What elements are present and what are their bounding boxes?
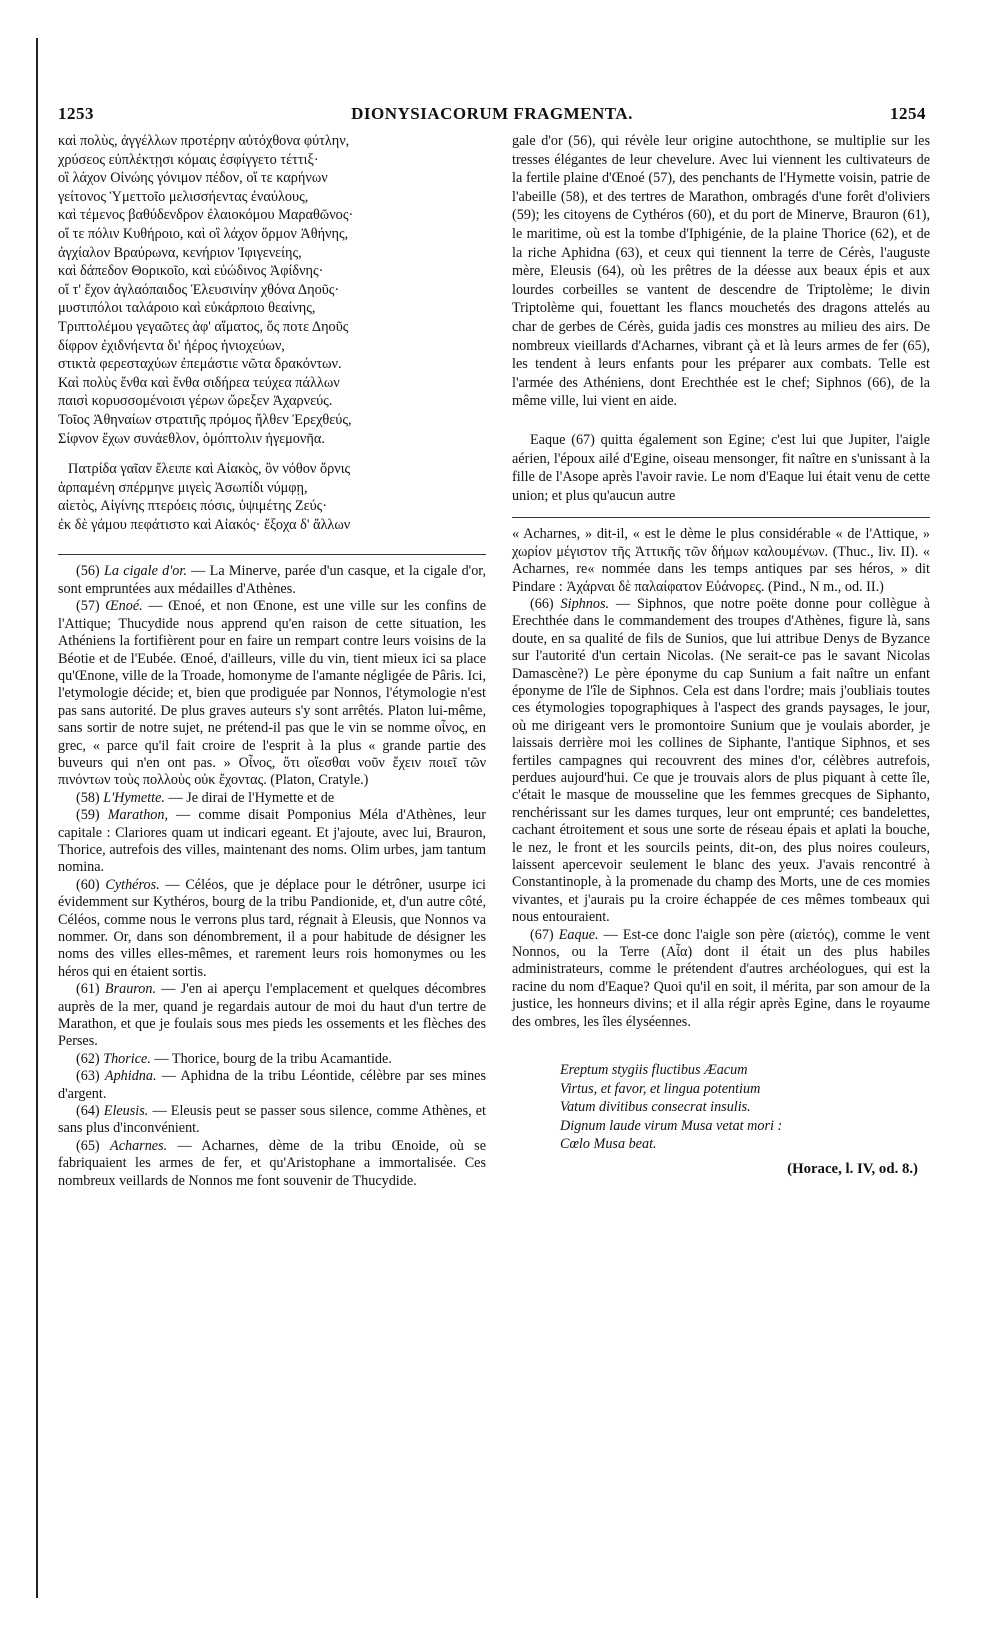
- greek-line: χρύσεος εὐπλέκτῃσι κόμαις ἐσφίγγετο τέττιξ·: [58, 151, 319, 168]
- greek-line: καὶ δάπεδον Θορικοῖο, καὶ εὐώδινος Ἀφίδνης·: [58, 263, 324, 280]
- footnote: (65) Acharnes. — Acharnes, dème de la tribu Œnoide, où se fabriquaient les armes de fer, et qu'Aristophane a immortalisée. Ces nombreux veillards de Nonnos me font souvenir de Thucydide.: [58, 1137, 487, 1189]
- poem-citation: (Horace, l. IV, od. 8.): [787, 1161, 918, 1178]
- greek-line: ἁρπαμένη σπέρμηνε μιγεὶς Ἀσωπίδι νύμφῃ,: [58, 479, 308, 496]
- right-column: [512, 132, 930, 1179]
- greek-verse-block: [58, 132, 486, 534]
- greek-line: παισὶ κορυσσομένοισι γέρων ὤρεξεν Ἀχαρνεύς.: [58, 393, 333, 410]
- greek-line: οἳ λάχον Οἰνώης γόνιμον πέδον, οἵ τε καρήνων: [58, 170, 328, 187]
- left-page-number: 1253: [58, 104, 94, 123]
- greek-line: αἰετὸς, Αἰγίνης πτερόεις πόσις, ὑψιμέτης Ζεύς·: [58, 498, 328, 515]
- poem-line: Virtus, et favor, et lingua potentium: [560, 1080, 761, 1097]
- greek-line: Καὶ πολὺς ἔνθα καὶ ἔνθα σιδήρεα τεύχεα πάλλων: [58, 374, 340, 391]
- footnote: (58) L'Hymette. — Je dirai de l'Hymette et de: [76, 789, 335, 806]
- greek-line: Τριπτολέμου γεγαῶτες ἀφ' αἵματος, ὅς ποτε Δηοῦς: [58, 318, 349, 335]
- greek-line: γείτονος Ὑμεττοῖο μελισσήεντας ἐναύλους,: [58, 188, 309, 205]
- footnotes-right: [512, 526, 930, 1031]
- footnote: (60) Cythéros. — Céléos, que je déplace pour le détrôner, usurpe ici évidemment sur Kythéros, bourg de la tribu Pandionide, et, d'un autre côté, Céléos, comme nous le verrons plus tard, régnait à Eleusis, que Nonnos va nommer. Or, dans son dénombrement, il a pour habitude de désigner les noms des villes elles-mêmes, et rarement leurs rois homonymes ou les héros qui en étaient sortis.: [58, 876, 486, 980]
- poem-line: Dignum laude virum Musa vetat mori :: [560, 1117, 783, 1134]
- footnote: (56) La cigale d'or. — La Minerve, parée d'un casque, et la cigale d'or, sont empruntées aux médailles d'Athènes.: [58, 563, 487, 597]
- footnote-continuation: « Acharnes, » dit-il, « est le dème le plus considérable « de l'Attique, » χωρίον μέγιστον τῆς Ἀττικῆς τῶν δήμων καλουμένων. (Thuc., liv. II). « Acharnes, re« nommée dans les temps antiques par ses héros, » dit Pindare : Ἀχάρναι δὲ παλαίφατον Εὐάνορες. (Pind., N m., od. II.): [512, 526, 930, 595]
- footnote: (57) Œnoé. — Œnoé, et non Œnone, est une ville sur les confins de l'Attique; Thucydide nous apprend qu'en raison de cette situation, les Athéniens la fortifièrent pour en faire un rempart contre leurs voisins de la Béotie et de l'Eubée. Œnoé, d'ailleurs, ville du vin, tient mieux ici sa place qu'Œnone, ville de la Troade, homonyme de l'amante négligée de Pâris. Ici, l'etymologie décide; et, bien que prodiguée par Nonnos, l'étymologie n'est pas sans autorité. De plus graves auteurs s'y sont arrêtés. Platon lui-même, sans sortir de notre sujet, ne prétend-il pas que le vin se nomme οἶνος, en grec, « parce qu'il fait croire de l'esprit à la plus « grande partie des buveurs qui n'en ont pas. » Οἶνος, ὅτι οἴεσθαι νοῦν ἔχειν ποιεῖ τῶν πινόντων τοὺς πολλοὺς οὐκ ἔχοντας. (Platon, Cratyle.): [58, 598, 486, 789]
- footnote: (64) Eleusis. — Eleusis peut se passer sous silence, comme Athènes, et sans plus d'inconvénient.: [58, 1103, 486, 1137]
- left-column: [58, 132, 486, 1190]
- right-page-number: 1254: [890, 104, 926, 123]
- footnote: (61) Brauron. — J'en ai aperçu l'emplacement et quelques décombres auprès de la mer, quand je regardais autour de moi du haut d'un tertre de Marathon, et que je foulais sous mes pieds les ossements et les flèches des Perses.: [58, 981, 487, 1050]
- greek-line: καὶ πολὺς, ἀγγέλλων προτέρην αὐτόχθονα φύτλην,: [58, 133, 350, 149]
- latin-poem: [560, 1061, 930, 1154]
- poem-line: Vatum divitibus consecrat insulis.: [560, 1099, 751, 1116]
- greek-line: οἵ τε πόλιν Κυθήροιο, καὶ οἳ λάχον ὅρμον Ἀθήνης,: [58, 225, 349, 242]
- running-header: [58, 104, 926, 128]
- poem-line: Cœlo Musa beat.: [560, 1136, 657, 1153]
- translation-paragraph: gale d'or (56), qui révèle leur origine autochthone, se multiplie sur les tresses élégantes de leur chevelure. Avec lui viennent les cultivateurs de la fertile plaine d'Œnoé (57), des penchants de l'Hymette voisin, patrie de l'abeille (58), et des tertres de Marathon, ombragés d'une forêt d'oliviers (59); les citoyens de Cythéros (60), et du port de Minerve, Brauron (61), le maritime, où est la tombe d'Iphigénie, de la plaine Thorice (62), et de la riche Aphidna (63), et ceux qui tiennent la terre de Cérès, l'auguste mère, Eleusis (64), où les prêtres de la déesse aux beaux épis et aux lourdes corbeilles se vantent de descendre de Triptolème; le divin Triptolème qui, fouettant les flancs mouchetés des dragons attelés au char de gerbes de Cérès, guida jadis ces monstres au milieu des airs. De nombreux vieillards d'Acharnes, vibrant çà et là leurs armes de fer (65), les tendent à leurs enfants pour les préparer aux combats. Telle est l'armée des Athéniens, dont Erechthée est le chef; Siphnos (66), de la même ville, lui vient en aide.: [512, 133, 930, 410]
- greek-line: Πατρίδα γαῖαν ἔλειπε καὶ Αἰακὸς, ὃν νόθον ὄρνις: [68, 461, 351, 478]
- greek-line: στικτὰ φερεσταχύων ἐπεμάστιε νῶτα δρακόντων.: [58, 356, 342, 373]
- greek-line: μυστιπόλοι ταλάροιο καὶ εὐκάρποιο θεαίνης,: [58, 300, 316, 317]
- footnote: (63) Aphidna. — Aphidna de la tribu Léontide, célèbre par ses mines d'argent.: [58, 1068, 486, 1102]
- footnote: (67) Eaque. — Est-ce donc l'aigle son père (αἰετός), comme le vent Nonnos, ou la Terre (Αἶα) dont il était un des plus habiles administrateurs, comme le prétendent d'autres archéologues, qui est la racine du nom d'Eaque? Quoi qu'il en soit, il mérita, par son amour de la justice, les honneurs divins; et il alla régir après Egine, dans le royaume des ombres, les îles élyséennes.: [512, 926, 931, 1030]
- greek-line: Τοῖος Ἀθηναίων στρατιῆς πρόμος ἤλθεν Ἐρεχθεύς,: [58, 411, 352, 428]
- footnote: (66) Siphnos. — Siphnos, que notre poëte donne pour collègue à Erechthée dans le commandement des troupes d'Athènes, figure là, sans doute, en sa qualité de fils de Sunios, que lui attribue Denys de Byzance sur l'autorité d'un certain Nicolas. (Ne serait-ce pas le savant Nicolas Damascène?) Le père éponyme du cap Sunium a fait naître un enfant éponyme de l'île de Siphnos. Cela est dans l'ordre; mais j'oubliais toutes ces étymologies topographiques à l'aspect des grands paysages, le jour, où me dirigeant vers le promontoire Sunium que je voulais aborder, je laissais derrière moi les collines de Siphante, l'antique Siphnos, et ses fertiles campagnes qui recouvrent des mines d'or, célèbres autrefois, perdues aujourd'hui. Ce que je trouvais alors de plus piquant à cette île, c'était le masque de mousseline que les femmes grecques de Siphanto, renchérissant sur les dames turques, leur ont emprunté; ces bandelettes, cachant étroitement et sous une sorte de réseau épais et aplati la bouche, le nez, le front et les sourcils peints, dit-on, des plus noires couleurs, laissent apercevoir seulement le blanc des yeux. J'avais rencontré à Constantinople, à la promenade du champ des Morts, une de ces momies vivantes, et j'aurais pu la croire échappée de ces mêmes tombeaux qui nous entouraient.: [512, 595, 930, 926]
- greek-line: ἀγχίαλον Βραύρωνα, κενήριον Ἰφιγενείης,: [58, 244, 302, 261]
- greek-line: δίφρον ἐχιδνήεντα δι' ἠέρος ἡνιοχεύων,: [58, 337, 285, 354]
- divider-rule: [512, 517, 930, 518]
- poem-line: Ereptum stygiis fluctibus Æacum: [560, 1062, 748, 1079]
- greek-line: καὶ τέμενος βαθύδενδρον ἐλαιοκόμου Μαραθῶνος·: [58, 207, 354, 224]
- footnotes-left: [58, 563, 486, 1190]
- greek-line: οἵ τ' ἔχον ἀγλαόπαιδος Ἐλευσινίην χθόνα Δηοῦς·: [58, 281, 340, 298]
- footnote: (62) Thorice. — Thorice, bourg de la tribu Acamantide.: [76, 1050, 392, 1067]
- greek-line: Σίφνον ἔχων συνάεθλον, ὁμόπτολιν ἡγεμονῆα.: [58, 430, 325, 447]
- divider-rule: [58, 554, 486, 555]
- greek-line: ἐκ δὲ γάμου πεφάτιστο καὶ Αἰακός· ἔξοχα δ' ἄλλων: [58, 516, 351, 533]
- running-title: DIONYSIACORUM FRAGMENTA.: [351, 104, 633, 123]
- page-spine-line: [36, 38, 38, 1598]
- footnote: (59) Marathon, — comme disait Pomponius Méla d'Athènes, leur capitale : Clariores quam ut indicari egeant. Et j'ajoute, avec lui, Brauron, Thorice, autrefois des villes, maintenant des noms. Olim urbes, jam tantum nomina.: [58, 807, 486, 876]
- translation-paragraph: Eaque (67) quitta également son Egine; c'est lui que Jupiter, l'aigle aérien, l'époux ailé d'Egine, oiseau mensonger, fit naître en s'unissant à la fille de l'Asope après l'avoir ravie. Le nom d'Eaque lui était venu de cette union; et plus qu'aucun autre: [512, 431, 930, 504]
